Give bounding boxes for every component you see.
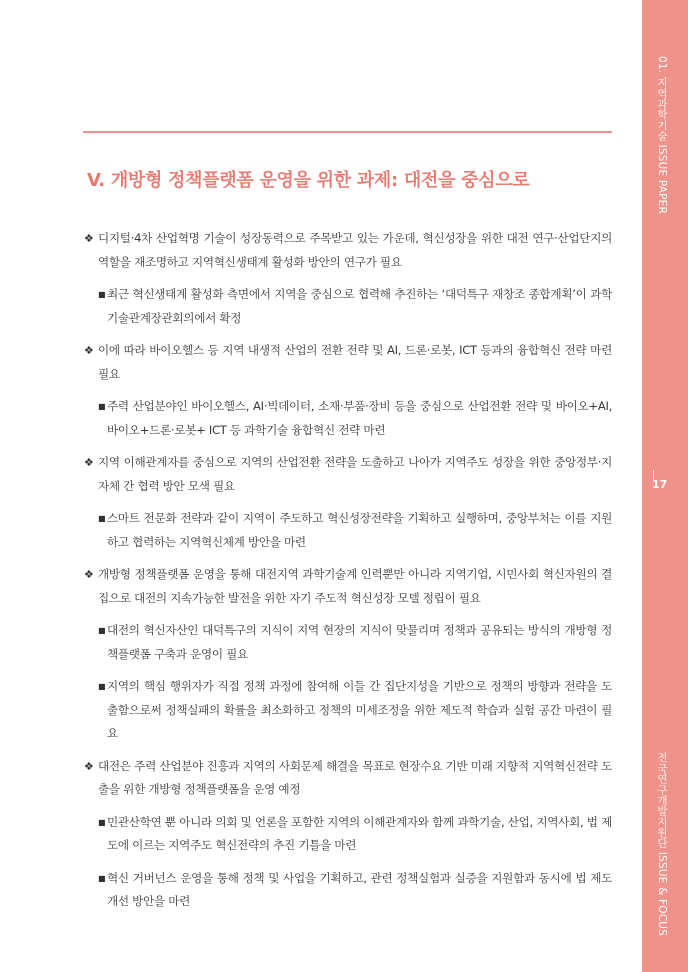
sub-point-text: 민관산학연 뿐 아니라 의회 및 언론을 포함한 지역의 이해관계자와 함께 과학기술, 산업, 지역사회, 법 제도에 이르는 지역주도 혁신전략의 추진 기틀을 마련 xyxy=(107,814,612,852)
list-item xyxy=(84,451,612,554)
main-point-text: 대전은 주력 산업분야 진흥과 지역의 사회문제 해결을 목표로 현장수요 기반 미래 지향적 지역혁신전략 도출을 위한 개방형 정책플랫폼을 운영 예정 xyxy=(98,758,612,796)
square-bullet-icon: ■ xyxy=(98,682,106,691)
diamond-bullet-icon: ❖ xyxy=(84,456,94,469)
sub-point xyxy=(84,867,612,914)
square-bullet-icon: ■ xyxy=(98,290,106,299)
section-title: V. 개방형 정책플랫폼 운영을 위한 과제: 대전을 중심으로 xyxy=(87,170,530,191)
main-point xyxy=(84,339,612,386)
main-point-text: 개방형 정책플랫폼 운영을 통해 대전지역 과학기술계 인력뿐만 아니라 지역기업, 시민사회 혁신자원의 결집으로 대전의 지속가능한 발전을 위한 자기 주도적 혁신성장 모델 정립이 필요 xyxy=(98,567,612,605)
sidebar xyxy=(642,0,688,972)
square-bullet-icon: ■ xyxy=(98,873,106,883)
square-bullet-icon: ■ xyxy=(98,817,106,827)
sub-point xyxy=(84,395,612,442)
page-number: 17 xyxy=(652,478,668,491)
sub-point-text: 혁신 거버넌스 운영을 통해 정책 및 사업을 기획하고, 관련 정책실험과 실증을 지원함과 동시에 법 제도 개선 방안을 마련 xyxy=(107,870,612,908)
sub-point-text: 최근 혁신생태계 활성화 측면에서 지역을 중심으로 협력해 추진하는 ‘대덕특구 재창조 종합계획’이 과학기술관계장관회의에서 확정 xyxy=(107,287,612,325)
sub-point-text: 대전의 혁신자산인 대덕특구의 지식이 지역 현장의 지식이 맞물리며 정책과 공유되는 방식의 개방형 정책플랫폼 구축과 운영이 필요 xyxy=(107,623,612,661)
sidebar-series-title: 01. 지역과학기술 ISSUE PAPER xyxy=(656,56,668,214)
sub-point xyxy=(84,675,612,746)
main-point xyxy=(84,451,612,498)
diamond-bullet-icon: ❖ xyxy=(84,568,94,581)
diamond-bullet-icon: ❖ xyxy=(84,759,94,773)
main-point xyxy=(84,755,612,802)
diamond-bullet-icon: ❖ xyxy=(84,344,94,357)
list-item xyxy=(84,339,612,442)
sub-point xyxy=(84,507,612,554)
body-content xyxy=(84,227,612,923)
sub-point-text: 스마트 전문화 전략과 같이 지역이 주도하고 혁신성장전략을 기획하고 실행하며, 중앙부처는 이를 지원하고 협력하는 지역혁신체계 방안을 마련 xyxy=(107,511,612,549)
list-item xyxy=(84,755,612,914)
square-bullet-icon: ■ xyxy=(98,626,106,635)
main-point-text: 디지털·4차 산업혁명 기술이 성장동력으로 주목받고 있는 가운데, 혁신성장을 위한 대전 연구·산업단지의 역할을 재조명하고 지역혁신생태계 활성화 방안의 연구가 필요 xyxy=(98,231,612,269)
section-divider xyxy=(83,131,612,133)
main-point-text: 이에 따라 바이오헬스 등 지역 내생적 산업의 전환 전략 및 AI, 드론·로봇, ICT 등과의 융합혁신 전략 마련 필요 xyxy=(98,343,612,381)
sub-point xyxy=(84,811,612,858)
diamond-bullet-icon: ❖ xyxy=(84,232,94,245)
main-point xyxy=(84,563,612,610)
sub-point-text: 주력 산업분야인 바이오헬스, AI·빅데이터, 소재·부품·장비 등을 중심으로 산업전환 전략 및 바이오+AI, 바이오+드론·로봇+ ICT 등 과학기술 융합혁신 전략 마련 xyxy=(107,399,612,437)
main-point-text: 지역 이해관계자를 중심으로 지역의 산업전환 전략을 도출하고 나아가 지역주도 성장을 위한 중앙정부·지자체 간 협력 방안 모색 필요 xyxy=(98,455,612,493)
main-point xyxy=(84,227,612,274)
square-bullet-icon: ■ xyxy=(98,514,106,523)
sub-point xyxy=(84,283,612,330)
sidebar-publication-title: 전국연구개발지원단 ISSUE & FOCUS xyxy=(656,752,668,937)
sub-point xyxy=(84,619,612,666)
list-item xyxy=(84,227,612,330)
list-item xyxy=(84,563,612,746)
square-bullet-icon: ■ xyxy=(98,402,106,411)
sub-point-text: 지역의 핵심 행위자가 직접 정책 과정에 참여해 이들 간 집단지성을 기반으로 정책의 방향과 전략을 도출함으로써 정책실패의 확률을 최소화하고 정책의 미세조정을 위한 제도적 학습과 실험 공간 마련이 필요 xyxy=(107,679,612,740)
